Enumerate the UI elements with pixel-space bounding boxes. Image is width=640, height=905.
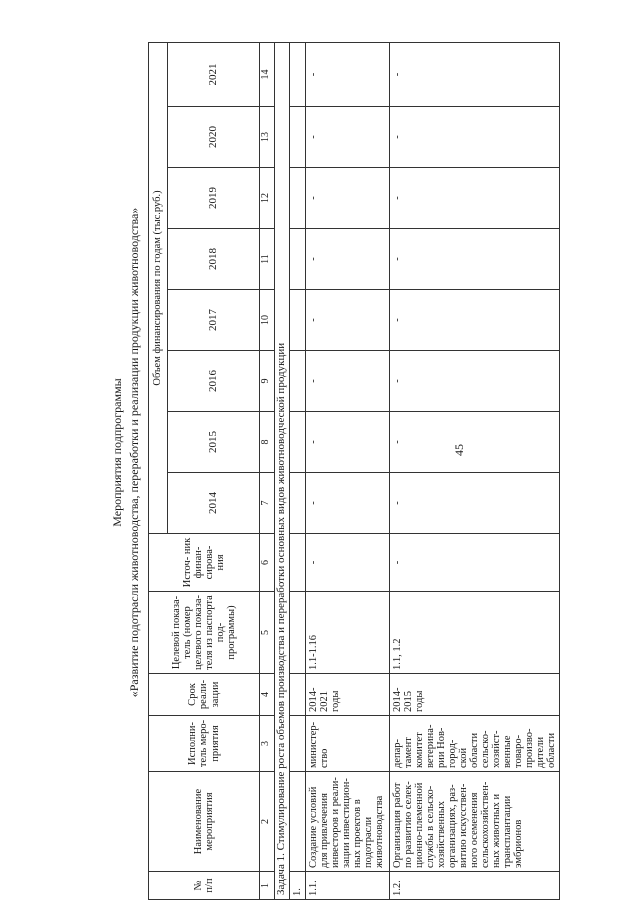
page-number: 45: [452, 444, 466, 456]
column-number: 11: [260, 229, 275, 290]
row-value: -: [305, 290, 389, 351]
header-row-1: [149, 42, 168, 899]
header-year: 2018: [168, 229, 260, 290]
header-year: 2021: [168, 42, 260, 106]
header-term: Срок реали- зации: [149, 674, 260, 716]
row-term: 2014- 2021 годы: [305, 674, 389, 716]
row-num: 1.1.: [305, 872, 389, 900]
row-value: -: [305, 107, 389, 168]
row-value: [289, 168, 305, 229]
header-name: Наименование мероприятия: [149, 772, 260, 872]
row-value: -: [305, 229, 389, 290]
title-line-1: Мероприятия подпрограммы: [110, 378, 124, 527]
row-value: -: [389, 412, 559, 473]
row-value: -: [389, 42, 559, 106]
column-number: 1: [260, 872, 275, 900]
column-number: 2: [260, 772, 275, 872]
task-row: [275, 42, 290, 899]
header-year: 2014: [168, 473, 260, 534]
row-value: [289, 42, 305, 106]
row-value: -: [305, 473, 389, 534]
header-funding-group: Объем финансирования по годам (тыс.руб.): [149, 42, 168, 533]
header-year: 2019: [168, 168, 260, 229]
row-source: -: [389, 534, 559, 592]
row-value: -: [305, 351, 389, 412]
row-name: Создание условий для привлечения инвесторов и реали- зации инвестицион- ных проектов в подотрасли животноводства: [305, 772, 389, 872]
column-number: 5: [260, 592, 275, 674]
header-num: № п/п: [149, 872, 260, 900]
column-number: 4: [260, 674, 275, 716]
column-number: 14: [260, 42, 275, 106]
row-value: -: [305, 168, 389, 229]
column-number: 8: [260, 412, 275, 473]
header-target: Целевой показа- тель (номер целевого показа- теля из паспорта под- программы): [149, 592, 260, 674]
row-value: [289, 473, 305, 534]
row-target: 1.1, 1.2: [389, 592, 559, 674]
row-value: -: [389, 107, 559, 168]
measures-table: [148, 42, 560, 900]
row-target: [289, 592, 305, 674]
column-number: 9: [260, 351, 275, 412]
header-year: 2020: [168, 107, 260, 168]
header-year: 2016: [168, 351, 260, 412]
row-value: [289, 290, 305, 351]
row-value: [289, 412, 305, 473]
row-value: -: [305, 42, 389, 106]
column-number: 3: [260, 716, 275, 772]
row-value: -: [389, 290, 559, 351]
row-term: [289, 674, 305, 716]
header-source: Источ- ник финан- сирова- ния: [149, 534, 260, 592]
row-value: [289, 107, 305, 168]
row-executor: депар- тамент комитет ветерина- рии Нов- город- ской области сельско- хозяйст- венные товаро- произво- дители области: [389, 716, 559, 772]
header-executor: Исполни- тель меро- приятия: [149, 716, 260, 772]
row-executor: министер- ство: [305, 716, 389, 772]
column-numbers-row: [260, 42, 275, 899]
row-name: Организация работ по развитию селек- ционно-племенной службы в сельско- хозяйственных организациях, раз- витию искусствен- ного осеменения сельскохозяйствен- ных животных и трансплантации эмбрионов: [389, 772, 559, 872]
row-value: -: [389, 168, 559, 229]
row-num: 1.: [289, 872, 305, 900]
task-1-label: Задача 1. Стимулирование роста объемов производства и переработки основных видов животноводческой продукции: [275, 42, 290, 899]
row-source: -: [305, 534, 389, 592]
row-source: [289, 534, 305, 592]
header-year: 2017: [168, 290, 260, 351]
column-number: 12: [260, 168, 275, 229]
column-number: 10: [260, 290, 275, 351]
row-value: -: [305, 412, 389, 473]
title-line-2: «Развитие подотрасли животноводства, переработки и реализации продукции животноводства»: [127, 207, 141, 698]
column-number: 6: [260, 534, 275, 592]
row-value: [289, 229, 305, 290]
row-name: [289, 772, 305, 872]
row-value: [289, 351, 305, 412]
row-value: -: [389, 229, 559, 290]
row-executor: [289, 716, 305, 772]
row-target: 1.1-1.16: [305, 592, 389, 674]
row-value: -: [389, 351, 559, 412]
column-number: 7: [260, 473, 275, 534]
row-value: -: [389, 473, 559, 534]
table-row: [389, 42, 559, 899]
table-row: [305, 42, 389, 899]
row-term: 2014- 2015 годы: [389, 674, 559, 716]
column-number: 13: [260, 107, 275, 168]
row-num: 1.2.: [389, 872, 559, 900]
table-row: [289, 42, 305, 899]
header-year: 2015: [168, 412, 260, 473]
